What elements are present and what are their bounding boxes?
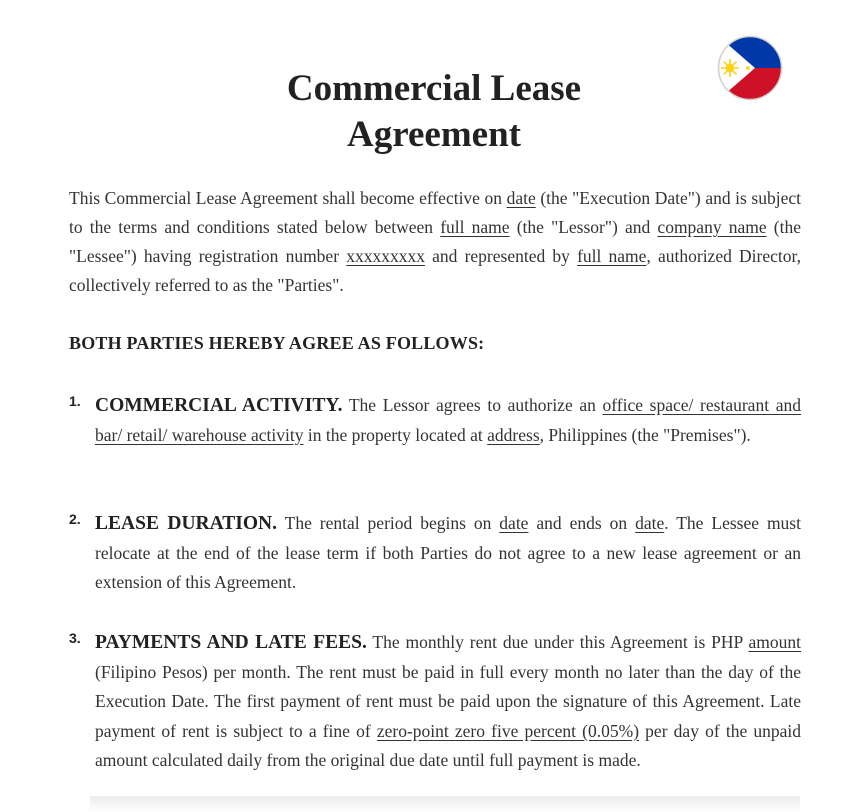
clause-text: per day of the unpaid amount calculated daily from the original due date until full payment is made. [95,720,801,770]
field-company-name[interactable]: company name [657,217,767,237]
field-execution-date[interactable]: date [506,188,536,208]
clause-number: 1. [69,393,81,409]
clause-title: PAYMENTS AND LATE FEES. [95,632,367,653]
clause-text: and ends on [528,513,636,533]
clause-number: 2. [69,511,81,527]
clause-payments-late-fees [69,628,801,776]
clause-commercial-activity [69,391,801,450]
clause-text: . The Lessee must relocate at the end of the lease term if both Parties do not agree to a new lease agreement or an extension of this Agreement. [95,513,801,592]
field-start-date[interactable]: date [499,513,529,533]
field-director-name[interactable]: full name [577,246,647,266]
clause-lease-duration [69,509,801,598]
title-line-2: Agreement [347,114,521,155]
intro-text: (the "Lessor") and [509,217,658,237]
clause-text: (Filipino Pesos) per month. The rent must be paid in full every month no later than the day of the Execution Date. The first payment of rent must be paid upon the signature of this Agreement. Late payment of rent is subject to a fine of [95,661,801,741]
clause-text: The rental period begins on [277,513,500,533]
field-activity-type[interactable]: office space/ restaurant and bar/ retail/ warehouse activity [95,395,801,445]
field-end-date[interactable]: date [635,513,665,533]
field-registration-number[interactable]: xxxxxxxxx [346,246,425,266]
clause-body [95,628,801,776]
clause-body [95,509,801,598]
intro-text: This Commercial Lease Agreement shall become effective on [69,188,507,208]
field-rent-amount[interactable]: amount [748,632,802,652]
page-fade-overlay [90,796,800,812]
field-late-fee-rate[interactable]: zero-point zero five percent (0.05%) [376,720,640,741]
intro-text: (the "Execution Date") and is subject to the terms and conditions stated below between [69,188,801,237]
clause-text: The Lessor agrees to authorize an [342,395,603,415]
clause-text: in the property located at [303,424,488,445]
clause-number: 3. [69,630,81,646]
field-address[interactable]: address [487,424,540,445]
clause-text: The monthly rent due under this Agreement is PHP [366,632,749,652]
intro-text: and represented by [424,246,578,266]
intro-paragraph [69,184,801,300]
document-title [0,66,868,158]
clause-text: , Philippines (the "Premises"). [539,424,751,445]
section-heading: BOTH PARTIES HEREBY AGREE AS FOLLOWS: [69,333,485,353]
clause-body [95,391,801,450]
clause-title: LEASE DURATION. [95,513,277,534]
field-lessor-name[interactable]: full name [440,217,510,237]
clause-title: COMMERCIAL ACTIVITY. [95,395,343,416]
title-line-1: Commercial Lease [286,68,582,109]
intro-text: (the "Lessee") having registration number [69,217,801,266]
intro-text: , authorized Director, collectively referred to as the "Parties". [69,246,801,295]
